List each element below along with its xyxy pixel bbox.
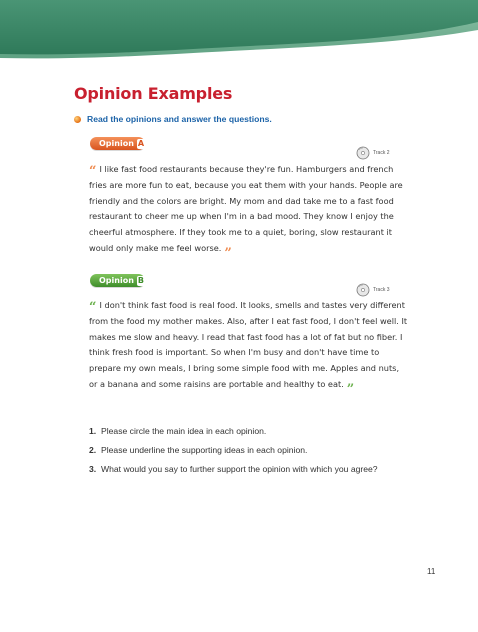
page-number: 11 xyxy=(427,567,436,576)
question-number: 2. xyxy=(89,445,97,455)
open-quote-icon: “ xyxy=(89,164,97,179)
question-item xyxy=(89,445,378,464)
opinion-b-letter: B xyxy=(137,275,144,285)
opinion-a-label: Opinion xyxy=(99,139,134,148)
opinion-a-letter: A xyxy=(137,138,145,148)
opinion-b-text: I don't think fast food is real food. It looks, smells and tastes very different from the food my mother makes. Also, after I eat fast food, I don't feel well. It makes me slow and heavy. I read that fast food has a lot of fat but no fiber. I think fresh food is important. So when I'm busy and don't have time to prepare my own meals, I bring some simple food with me. Apples and nuts, or a banana and some raisins are portable and healthy to eat. xyxy=(89,300,408,389)
header-banner xyxy=(0,0,478,70)
instruction-text: Read the opinions and answer the questions. xyxy=(87,114,272,124)
instruction-row xyxy=(74,114,272,124)
question-text: What would you say to further support the opinion with which you agree? xyxy=(101,464,378,474)
track-2-audio[interactable] xyxy=(356,146,389,160)
question-item xyxy=(89,426,378,445)
opinion-b-label: Opinion xyxy=(99,276,134,285)
opinion-a-badge xyxy=(90,137,145,150)
question-list xyxy=(89,426,378,483)
close-quote-icon: ” xyxy=(346,381,355,397)
question-number: 3. xyxy=(89,464,97,474)
track-3-audio[interactable] xyxy=(356,283,389,297)
track-2-label: Track 2 xyxy=(373,150,390,156)
opinion-b-badge xyxy=(90,274,145,287)
audio-cd-icon xyxy=(356,283,370,297)
question-item xyxy=(89,464,378,483)
question-text: Please circle the main idea in each opinion. xyxy=(101,426,267,436)
question-text: Please underline the supporting ideas in each opinion. xyxy=(101,445,308,455)
question-number: 1. xyxy=(89,426,97,436)
bullet-icon xyxy=(74,116,81,123)
close-quote-icon: ” xyxy=(224,245,232,261)
audio-cd-icon xyxy=(356,146,370,160)
track-3-label: Track 3 xyxy=(373,287,390,293)
opinion-b-paragraph xyxy=(89,298,409,397)
open-quote-icon: “ xyxy=(89,300,97,315)
page-title: Opinion Examples xyxy=(74,84,233,103)
opinion-a-paragraph xyxy=(89,162,409,261)
opinion-a-text: I like fast food restaurants because they're fun. Hamburgers and french fries are more fun to eat, because you eat them with your hands. People are friendly and the colors are bright. My mom and dad take me to a fast food restaurant to cheer me up when I'm in a bad mood. They know I enjoy the cheerful atmosphere. If they took me to a quiet, boring, slow restaurant it would only make me feel worse. xyxy=(89,164,403,253)
